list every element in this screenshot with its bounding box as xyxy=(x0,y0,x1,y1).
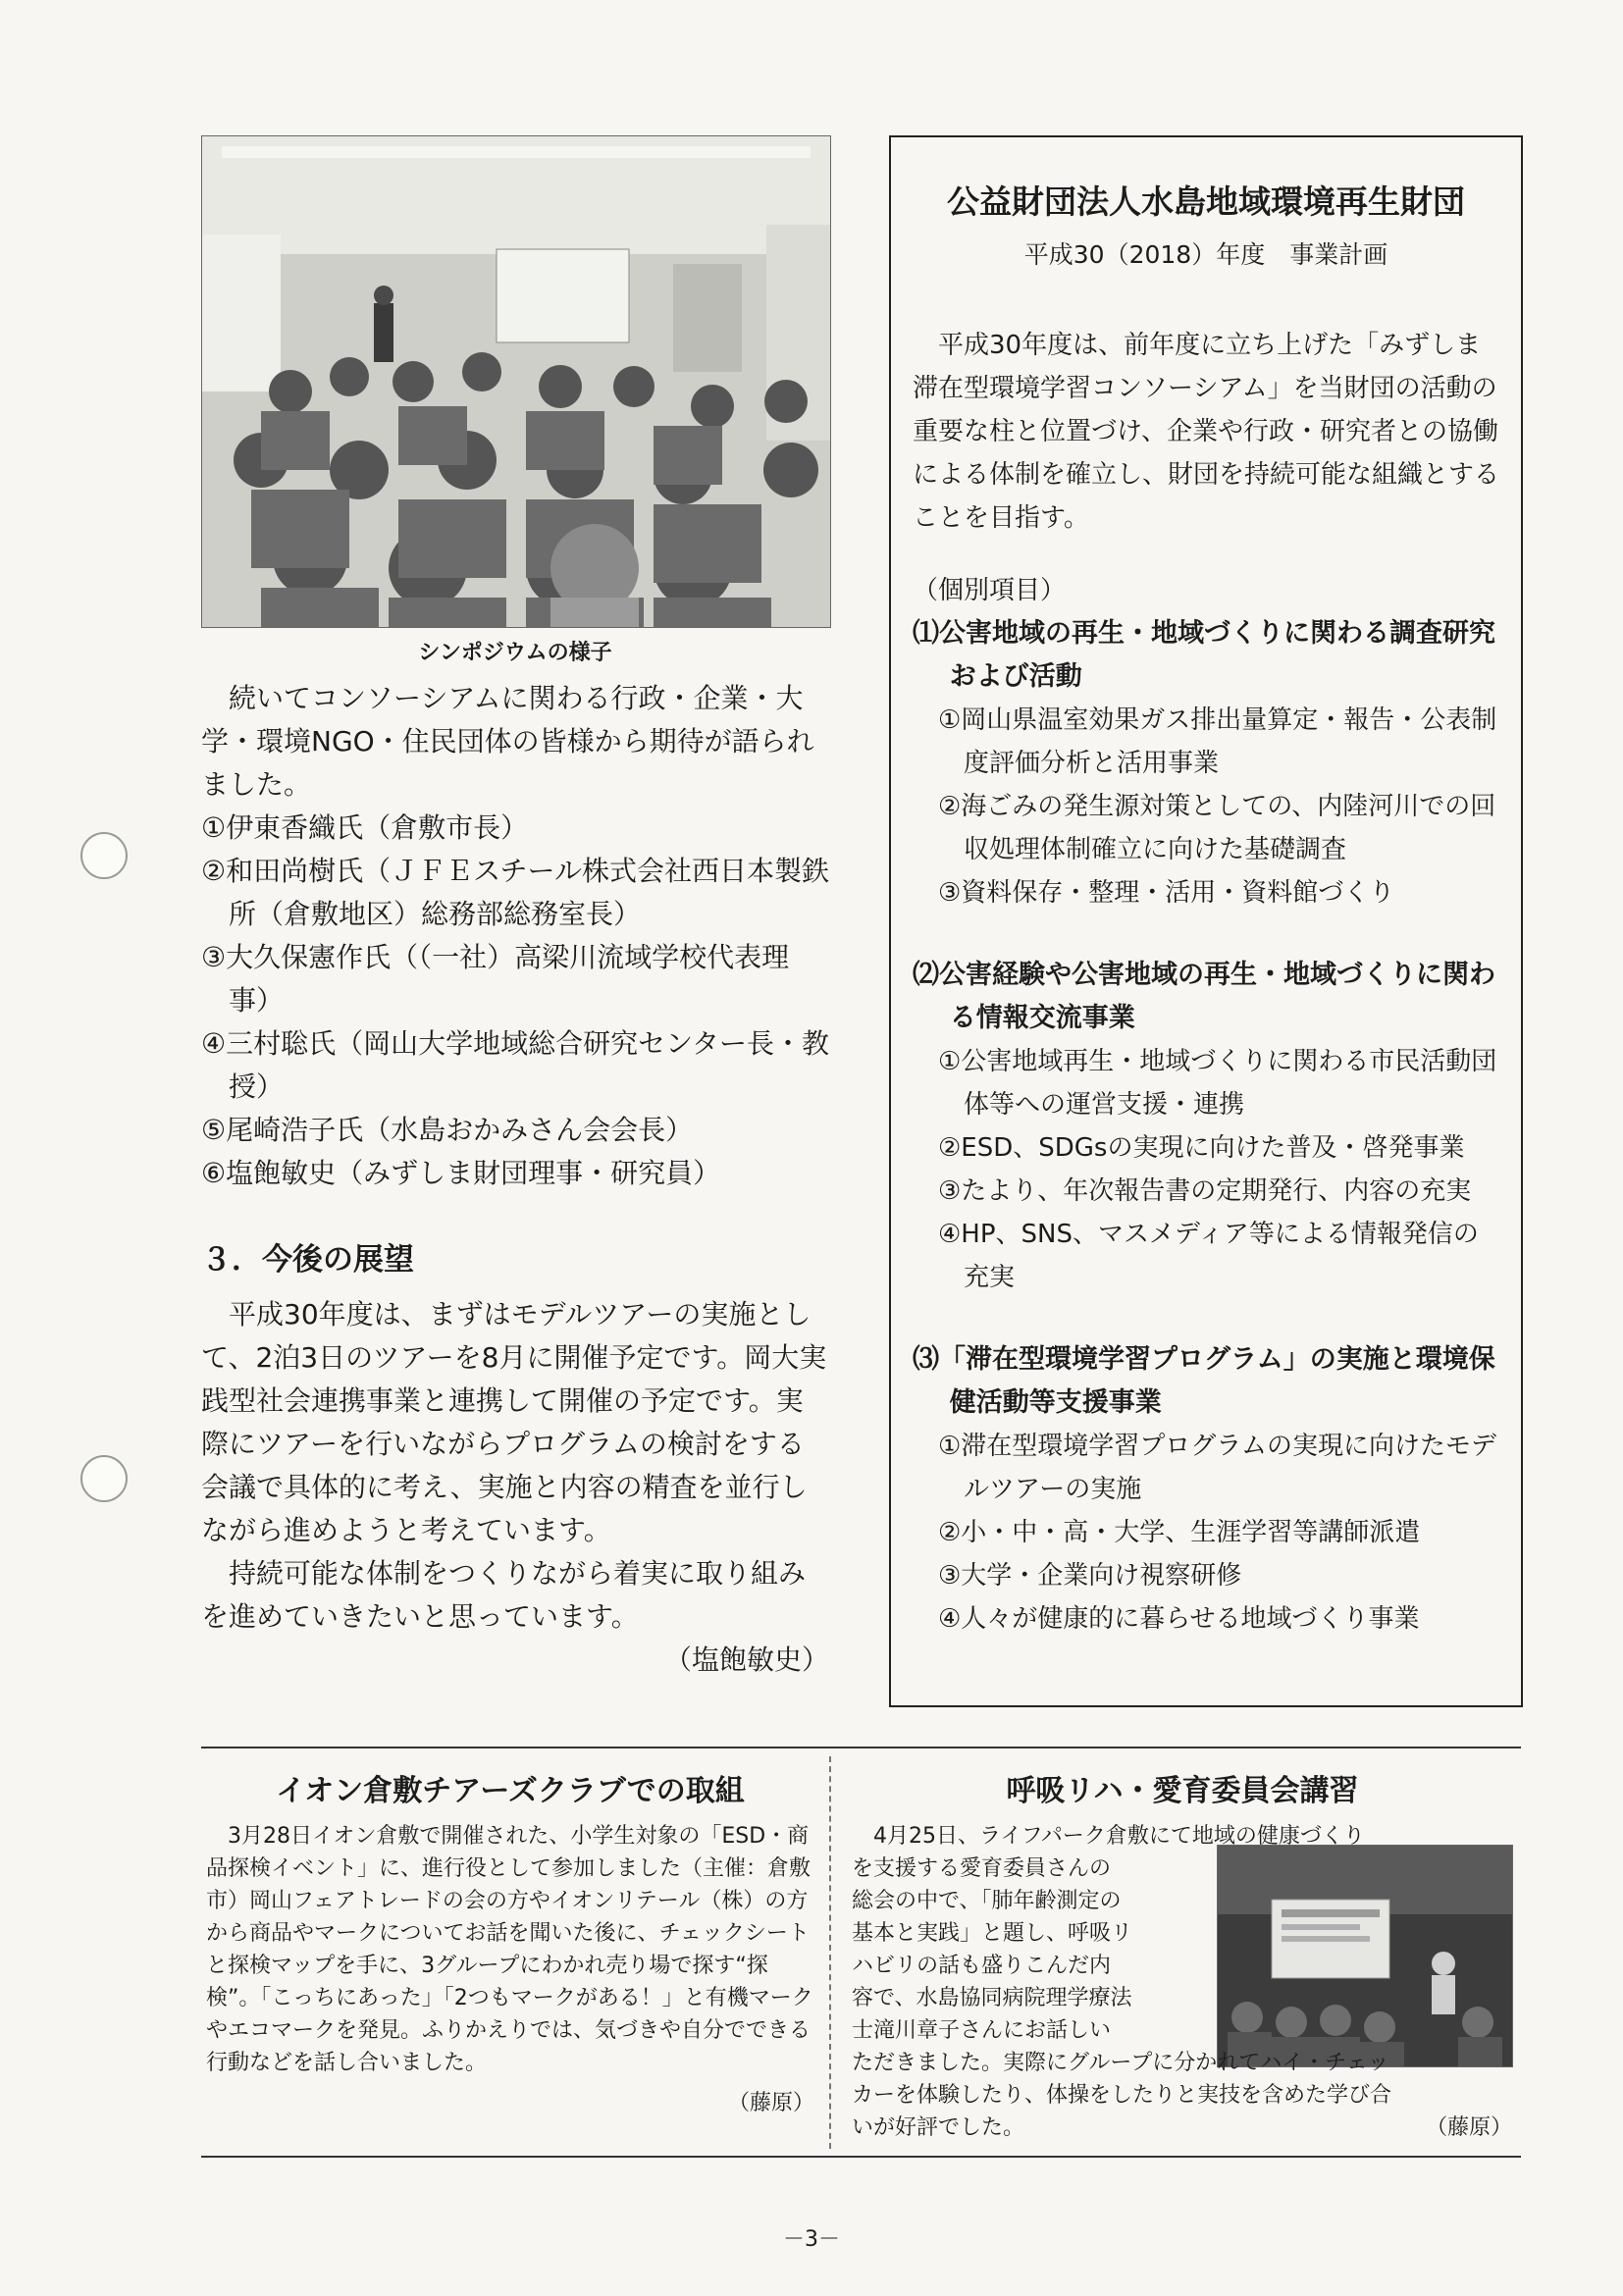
punch-hole xyxy=(80,832,128,879)
plan-item: ②小・中・高・大学、生涯学習等講師派遣 xyxy=(938,1518,1421,1547)
rehab-line: 総会の中で、「肺年齢測定の xyxy=(852,1889,1122,1913)
rehab-section-title: 呼吸リハ・愛育委員会講習 xyxy=(1006,1774,1359,1808)
speakers-intro: 続いてコンソーシアムに関わる行政・企業・大学・環境NGO・住民団体の皆様から期待が語られました。 xyxy=(201,682,814,801)
aeon-author: （藤原） xyxy=(727,2091,814,2115)
plan-group-heading: ⑴公害地域の再生・地域づくりに関わる調査研究および活動 xyxy=(913,618,1495,692)
plan-items-label: （個別項目） xyxy=(913,576,1067,605)
plan-item: ③資料保存・整理・活用・資料館づくり xyxy=(938,878,1395,908)
rehab-line: 基本と実践」と題し、呼吸リ xyxy=(852,1921,1133,1946)
plan-item: ④HP、SNS、マスメディア等による情報発信の充実 xyxy=(938,1220,1479,1292)
punch-hole xyxy=(80,1455,128,1502)
plan-items xyxy=(913,569,1501,1641)
section-3-body xyxy=(201,1293,829,1682)
speaker-item: ⑤尾崎浩子氏（水島おかみさん会会長） xyxy=(201,1114,694,1146)
symposium-photo xyxy=(201,135,831,628)
plan-group-heading: ⑵公害経験や公害地域の再生・地域づくりに関わる情報交流事業 xyxy=(913,960,1495,1033)
plan-item: ③たより、年次報告書の定期発行、内容の充実 xyxy=(938,1176,1472,1206)
plan-intro: 平成30年度は、前年度に立ち上げた「みずしま滞在型環境学習コンソーシアム」を当財団の活動の重要な柱と位置づけ、企業や行政・研究者との協働による体制を確立し、財団を持続可能な組織とすることを目指す。 xyxy=(913,331,1500,533)
plan-group-heading: ⑶「滞在型環境学習プログラム」の実施と環境保健活動等支援事業 xyxy=(913,1344,1495,1418)
plan-item: ④人々が健康的に暮らせる地域づくり事業 xyxy=(938,1604,1420,1634)
plan-intro-block xyxy=(913,324,1501,540)
rehab-line: ハビリの話も盛りこんだ内 xyxy=(852,1954,1112,1978)
aeon-section-body xyxy=(206,1820,814,2119)
plan-item: ①滞在型環境学習プログラムの実現に向けたモデルツアーの実施 xyxy=(938,1432,1497,1504)
plan-item: ①公害地域再生・地域づくりに関わる市民活動団体等への運営支援・連携 xyxy=(938,1047,1497,1120)
bottom-divider xyxy=(829,1756,831,2149)
speakers-section xyxy=(201,677,829,1195)
rehab-line: いが好評でした。 xyxy=(852,2115,1025,2140)
plan-title: 公益財団法人水島地域環境再生財団 xyxy=(947,183,1465,221)
rehab-line: を支援する愛育委員さんの xyxy=(852,1856,1112,1881)
speaker-item: ②和田尚樹氏（ＪＦＥスチール株式会社西日本製鉄所（倉敷地区）総務部総務室長） xyxy=(201,855,829,930)
section-3-paragraph: 持続可能な体制をつくりながら着実に取り組みを進めていきたいと思っています。 xyxy=(201,1557,807,1633)
rehab-section-body xyxy=(852,1820,1519,2144)
plan-item: ③大学・企業向け視察研修 xyxy=(938,1561,1242,1591)
rehab-line: 容で、水島協同病院理学療法 xyxy=(852,1986,1132,2010)
photo-caption: シンポジウムの様子 xyxy=(418,641,612,665)
aeon-section-title: イオン倉敷チアーズクラブでの取組 xyxy=(276,1774,745,1808)
section-3-paragraph: 平成30年度は、まずはモデルツアーの実施として、2泊3日のツアーを8月に開催予定です。岡大実践型社会連携事業と連携して開催の予定です。実際にツアーを行いながらプログラムの検討をする会議で具体的に考え、実施と内容の精査を並行しながら進めようと考えています。 xyxy=(201,1298,827,1546)
plan-item: ②ESD、SDGsの実現に向けた普及・啓発事業 xyxy=(938,1133,1465,1163)
rehab-line: ただきました。実際にグループに分かれてハイ・チェッ xyxy=(852,2051,1389,2075)
speaker-item: ③大久保憲作氏（（一社）高梁川流域学校代表理事） xyxy=(201,941,790,1017)
section-3-author: （塩飽敏史） xyxy=(663,1644,829,1676)
plan-subtitle: 平成30（2018）年度 事業計画 xyxy=(1023,240,1388,269)
bottom-bottom-rule xyxy=(201,2156,1521,2158)
aeon-paragraph: 3月28日イオン倉敷で開催された、小学生対象の「ESD・商品探検イベント」に、進行役として参加しました（主催：倉敷市）岡山フェアトレードの会の方やイオンリテール（株）の方から商品やマークについてお話を聞いた後に、チェックシートと探検マップを手に、3グループにわかれ売り場で探す“探検”。「こっちにあった」「2つもマークがある！」と有機マークやエコマークを発見。ふりかえりでは、気づきや自分でできる行動などを話し合いました。 xyxy=(206,1824,813,2075)
speaker-item: ④三村聡氏（岡山大学地域総合研究センター長・教授） xyxy=(201,1027,829,1103)
bottom-top-rule xyxy=(201,1747,1521,1748)
rehab-author: （藤原） xyxy=(1426,2115,1513,2140)
plan-item: ①岡山県温室効果ガス排出量算定・報告・公表制度評価分析と活用事業 xyxy=(938,705,1497,778)
plan-item: ②海ごみの発生源対策としての、内陸河川での回収処理体制確立に向けた基礎調査 xyxy=(938,792,1496,864)
rehab-line: 4月25日、ライフパーク倉敷にて地域の健康づくり xyxy=(873,1824,1365,1849)
rehab-line: 士滝川章子さんにお話しい xyxy=(852,2018,1112,2043)
page-number: －3－ xyxy=(783,2227,840,2252)
speaker-item: ①伊東香織氏（倉敷市長） xyxy=(201,811,529,844)
rehab-line: カーを体験したり、体操をしたりと実技を含めた学び合 xyxy=(852,2083,1392,2108)
speaker-item: ⑥塩飽敏史（みずしま財団理事・研究員） xyxy=(201,1157,721,1189)
section-3-title: ３．今後の展望 xyxy=(201,1242,414,1278)
